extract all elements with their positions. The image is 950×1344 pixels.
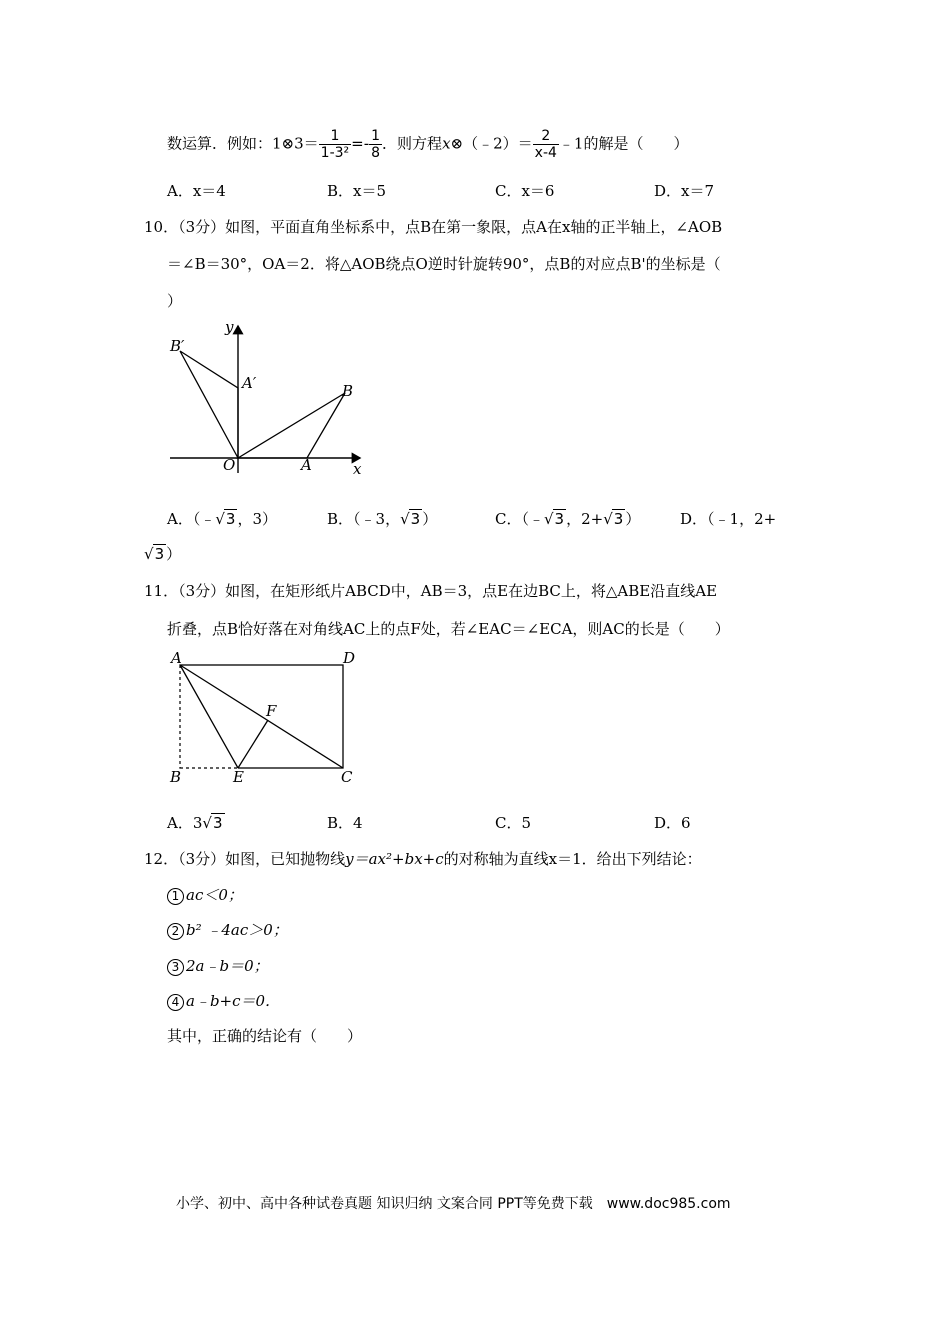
q10-line1: 10．（3分）如图，平面直角坐标系中，点B在第一象限，点A在x轴的正半轴上，∠AOB [144, 218, 723, 236]
q9-example-fraction: $\frac{1}{\text{1-3²}}$ [320, 128, 350, 161]
q11-option-b[interactable]: B．4 [327, 814, 363, 832]
label-b: B [170, 768, 182, 786]
triangle-aob [238, 393, 345, 458]
q11-option-c[interactable]: C．5 [495, 814, 532, 832]
segment-ef [238, 720, 268, 768]
label-o: O [223, 456, 236, 474]
q10-line3: ） [167, 292, 183, 310]
label-e: E [233, 768, 244, 786]
q9-example-fraction-2: $\frac{1}{8}$ [371, 128, 381, 161]
q12-closing: 其中，正确的结论有（ ） [167, 1027, 363, 1045]
q10-option-b[interactable]: B．（﹣3，√3 ） [327, 510, 438, 528]
q9-option-c[interactable]: C．x＝6 [495, 182, 555, 200]
q12-item-1: 1 ac＜0； [167, 884, 243, 905]
q9-option-d[interactable]: D．x＝7 [654, 182, 715, 200]
q10-option-d-cont: √3 ） [144, 545, 182, 563]
label-x: x [353, 460, 362, 478]
q12-line1: 12．（3分）如图，已知抛物线y＝ax²+bx+c的对称轴为直线x＝1．给出下列结论： [144, 850, 702, 868]
q10-option-d[interactable]: D．（﹣1，2+ [680, 510, 777, 528]
q11-option-d[interactable]: D．6 [654, 814, 691, 832]
label-a-prime: A′ [242, 374, 257, 392]
q9-prefix: 数运算．例如：1⊗3＝ [167, 134, 319, 153]
q11-line1: 11．（3分）如图，在矩形纸片ABCD中，AB＝3，点E在边BC上，将△ABE沿直线AE [144, 582, 718, 600]
q12-item-3: 3 2a﹣b＝0； [167, 955, 269, 976]
segment-ae [180, 665, 238, 768]
label-f: F [266, 702, 277, 720]
label-b-prime: B′ [170, 337, 185, 355]
label-b: B [342, 382, 354, 400]
q9-stem: 数运算．例如：1⊗3＝ $\frac{1}{\text{1-3²}}$ =- $\frac{1}{8}$ ．则方程x⊗（﹣2）＝ $\frac{2}{x-4}$ ﹣1的解是（ ） [167, 128, 689, 161]
q10-option-a[interactable]: A．（﹣√3 ，3） [167, 510, 277, 528]
q9-option-b[interactable]: B．x＝5 [327, 182, 387, 200]
q12-item-2: 2 b² ﹣4ac＞0； [167, 919, 288, 940]
q12-equation: y＝ax²+bx+c [345, 850, 444, 868]
q10-line2: ＝∠B＝30°，OA＝2．将△AOB绕点O逆时针旋转90°，点B的对应点B'的坐标是（ [167, 255, 721, 273]
q11-line2: 折叠，点B恰好落在对角线AC上的点F处，若∠EAC＝∠ECA，则AC的长是（ ） [167, 620, 730, 638]
q9-option-a[interactable]: A．x＝4 [167, 182, 226, 200]
q12-item-4: 4 a﹣b+c＝0． [167, 990, 280, 1011]
q10-coordinate-figure [160, 318, 370, 478]
label-a: A [171, 649, 182, 667]
q9-eq: =- [351, 134, 370, 153]
triangle-a-prime-o-b-prime [180, 351, 238, 458]
q11-rectangle-figure [165, 645, 365, 790]
label-a: A [301, 456, 312, 474]
label-c: C [341, 768, 353, 786]
diagonal-ac [180, 665, 343, 768]
q11-option-a[interactable]: A．3√3 [167, 814, 223, 832]
q9-equation-fraction: $\frac{2}{x-4}$ [534, 128, 557, 161]
label-y: y [225, 318, 234, 336]
q10-option-c[interactable]: C．（﹣√3 ，2+√3 ） [495, 510, 641, 528]
label-d: D [343, 649, 356, 667]
page-footer: 小学、初中、高中各种试卷真题 知识归纳 文案合同 PPT等免费下载 www.doc985.com [176, 1196, 731, 1212]
